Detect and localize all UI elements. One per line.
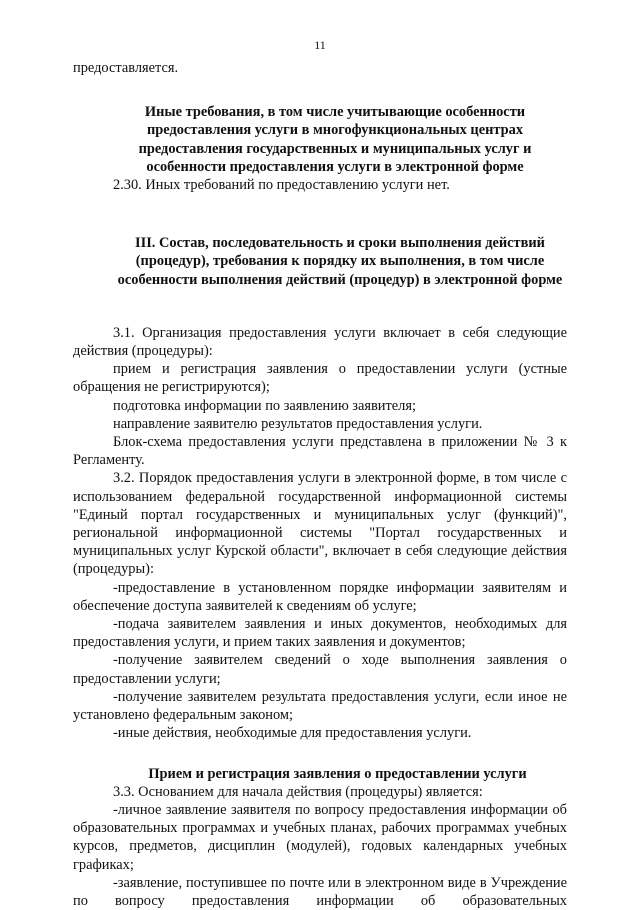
paragraph-block-scheme: Блок-схема предоставления услуги представлена в приложении № 3 к Регламенту. [73,434,567,469]
list-item: -заявление, поступившее по почте или в электронном виде в Учреждение по вопросу предоставления информации об образовательных [73,874,567,909]
list-item: -личное заявление заявителя по вопросу предоставления информации об образовательных программах и учебных планах, рабочих программах учебных курсов, предметов, дисциплин (модулей), годовых календарных учебных графиках; [73,801,567,873]
heading-other-requirements: Иные требования, в том числе учитывающие особенности предоставления услуги в многофункциональных центрах предоставления государственных и муниципальных услуг и особенности предоставления услуги в электронной форме [138,104,532,175]
list-item: -иные действия, необходимые для предоставления услуги. [113,725,472,742]
lead-line: предоставляется. [73,60,179,76]
list-item: -получение заявителем результата предоставления услуги, если иное не установлено федеральным законом; [73,688,567,724]
list-item: прием и регистрация заявления о предоставлении услуги (устные обращения не регистрируются); [73,361,567,396]
page-content [73,59,567,910]
paragraph-3-2: 3.2. Порядок предоставления услуги в электронной форме, в том числе с использованием федеральной государственной информационной системы "Единый портал государственных и муниципальных услуг (функций)", региональной информационной системы "Портал государственных и муниципальных услуг Курской области", включает в себя следующие действия (процедуры): [73,470,567,578]
paragraph-3-3: 3.3. Основанием для начала действия (процедуры) является: [113,783,483,800]
paragraph-3-1: 3.1. Организация предоставления услуги включает в себя следующие действия (процедуры): [73,324,567,360]
heading-section-3: III. Состав, последовательность и сроки выполнения действий (процедур), требования к порядку их выполнения, в том числе особенности выполнения действий (процедур) в электронной форме [117,235,563,288]
list-item: подготовка информации по заявлению заявителя; [113,397,416,414]
page-number: 11 [314,38,326,52]
list-item: -подача заявителем заявления и иных документов, необходимых для предоставления услуги, и прием таких заявления и документов; [73,616,567,651]
list-item: направление заявителю результатов предоставления услуги. [113,415,483,432]
list-item: -получение заявителем сведений о ходе выполнения заявления о предоставлении услуги; [73,652,567,687]
list-item: -предоставление в установленном порядке информации заявителям и обеспечение доступа заявителей к сведениям об услуге; [73,579,567,614]
paragraph-2-30: 2.30. Иных требований по предоставлению услуги нет. [113,177,450,194]
heading-reception-registration: Прием и регистрация заявления о предоставлении услуги [148,765,527,782]
